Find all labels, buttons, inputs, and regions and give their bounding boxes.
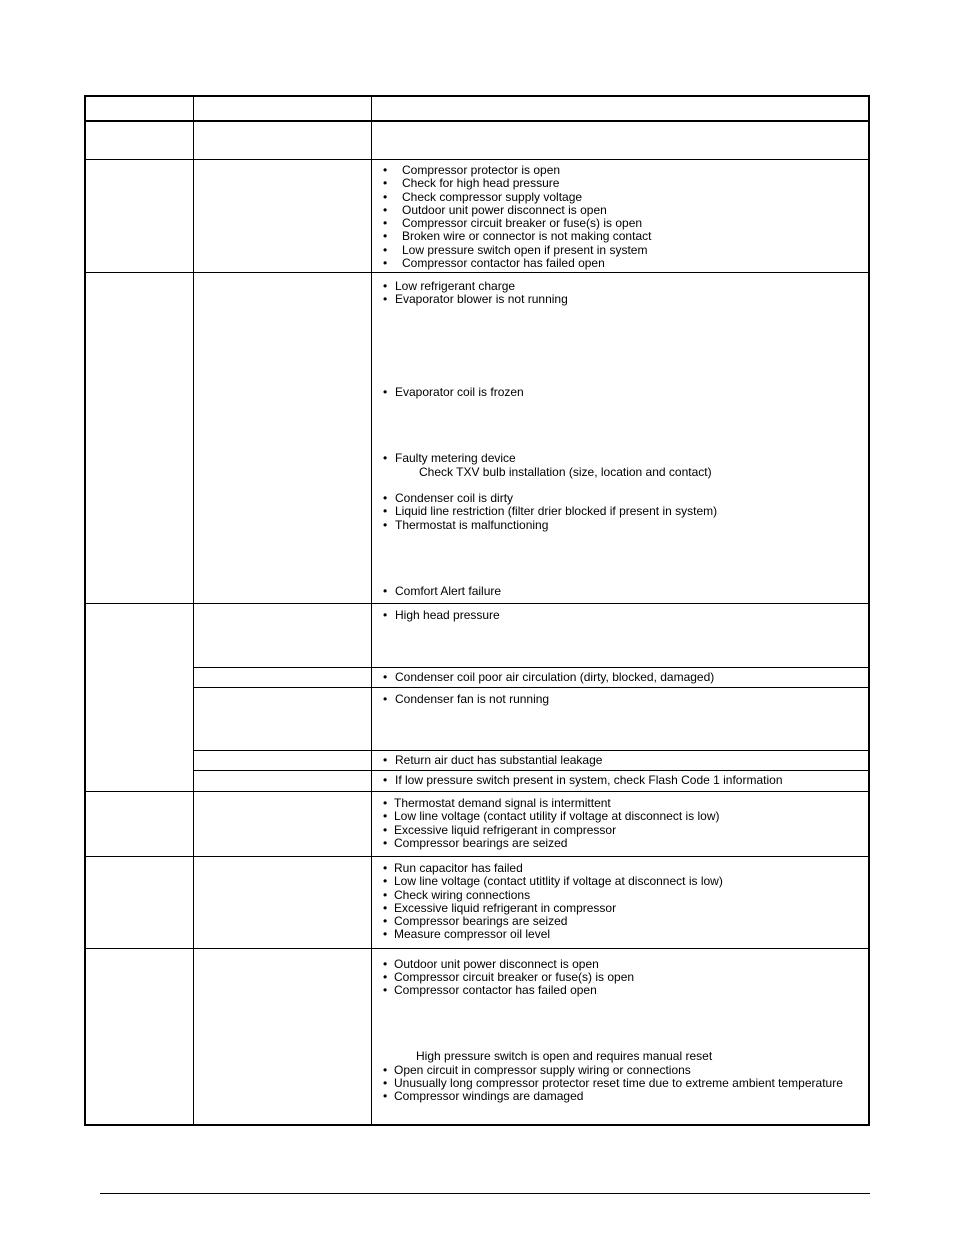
list-item-text: Comfort Alert failure — [395, 584, 502, 598]
row-divider — [86, 272, 868, 273]
list-item — [383, 773, 783, 787]
list-item-text: Compressor contactor has failed open — [402, 256, 605, 271]
list-item-text: Thermostat demand signal is intermittent — [394, 796, 611, 810]
bullet: • — [383, 242, 388, 257]
list-item — [383, 809, 720, 824]
list-item — [383, 504, 718, 518]
list-item-text: Evaporator blower is not running — [395, 292, 568, 306]
list-item — [383, 927, 551, 942]
list-item-text: Evaporator coil is frozen — [395, 385, 524, 399]
bullet: • — [383, 914, 388, 929]
bullet: • — [383, 518, 388, 532]
row-divider — [86, 603, 868, 604]
bullet: • — [383, 874, 388, 889]
list-item-text: Liquid line restriction (filter drier blocked if present in system) — [395, 504, 718, 518]
list-item-text: Condenser fan is not running — [395, 692, 550, 706]
list-item — [383, 887, 531, 902]
list-item — [383, 163, 561, 177]
list-item — [383, 835, 568, 850]
list-item — [383, 914, 568, 929]
causes-subcell — [383, 753, 603, 767]
bullet: • — [383, 504, 388, 518]
list-item-text: Condenser coil is dirty — [395, 491, 514, 505]
list-item — [383, 385, 524, 399]
list-item-text: Check for high head pressure — [402, 176, 560, 191]
bullet: • — [383, 692, 388, 706]
list-item-text: Low refrigerant charge — [395, 279, 516, 293]
row-divider — [86, 791, 868, 792]
list-item — [383, 753, 603, 767]
row-divider — [86, 159, 868, 160]
bullet: • — [383, 887, 388, 902]
bullet: • — [383, 189, 388, 204]
list-item — [383, 670, 715, 684]
bullet: • — [383, 861, 388, 875]
list-item — [383, 256, 605, 271]
list-item — [383, 584, 502, 598]
list-item-text: Compressor contactor has failed open — [394, 983, 597, 997]
bullet: • — [383, 279, 388, 293]
list-item-text: Condenser coil poor air circulation (dirty, blocked, damaged) — [395, 670, 715, 684]
bullet: • — [383, 970, 388, 984]
list-item-text: Run capacitor has failed — [394, 861, 523, 875]
list-item-text: Excessive liquid refrigerant in compressor — [394, 822, 617, 837]
list-item — [383, 292, 568, 306]
bullet: • — [383, 796, 388, 810]
causes-cell-row-6 — [383, 861, 723, 942]
causes-subcell — [383, 773, 783, 787]
bullet: • — [383, 491, 388, 505]
bullet: • — [383, 584, 388, 598]
list-item-text: Broken wire or connector is not making contact — [402, 229, 652, 244]
causes-subcell — [383, 670, 715, 684]
bullet: • — [383, 753, 388, 767]
column-divider-1 — [193, 97, 194, 1124]
list-item-text: Return air duct has substantial leakage — [395, 753, 603, 767]
list-item — [383, 518, 549, 532]
list-item-text: Check wiring connections — [394, 887, 531, 902]
causes-cell-row-5 — [383, 796, 720, 850]
bullet: • — [383, 256, 388, 271]
list-item — [383, 1089, 584, 1103]
causes-cell-row-2 — [383, 163, 652, 271]
list-item-text: Thermostat is malfunctioning — [395, 518, 549, 532]
list-item — [383, 874, 723, 889]
list-item: Check TXV bulb installation (size, location and contact) — [419, 465, 712, 479]
bullet: • — [383, 1063, 388, 1077]
list-item-text: Faulty metering device — [395, 451, 516, 465]
list-item — [383, 216, 643, 231]
bullet: • — [383, 163, 388, 177]
list-item-text: Measure compressor oil level — [394, 927, 551, 942]
list-item — [383, 796, 611, 810]
list-item-text: Low line voltage (contact utitlity if voltage at disconnect is low) — [394, 874, 723, 889]
list-item-text: Check compressor supply voltage — [402, 189, 583, 204]
column-divider-2 — [371, 97, 372, 1124]
list-item — [383, 983, 597, 997]
bullet: • — [383, 822, 388, 837]
subrow-divider — [194, 770, 868, 771]
list-item — [383, 176, 560, 191]
list-item-text: Outdoor unit power disconnect is open — [402, 202, 607, 217]
bullet: • — [383, 773, 388, 787]
bullet: • — [383, 900, 388, 915]
list-item — [383, 861, 523, 875]
list-item-text: Compressor circuit breaker or fuse(s) is open — [402, 216, 643, 231]
row-divider — [86, 948, 868, 949]
list-item-text: Compressor bearings are seized — [394, 835, 568, 850]
subrow-divider — [194, 667, 868, 668]
list-item — [383, 242, 648, 257]
list-item-text: Open circuit in compressor supply wiring or connections — [394, 1063, 691, 1077]
bullet: • — [383, 216, 388, 231]
list-item — [383, 608, 500, 622]
list-item: High pressure switch is open and requires manual reset — [416, 1049, 713, 1063]
list-item-text: Unusually long compressor protector reset time due to extreme ambient temperature — [394, 1076, 843, 1090]
list-item-text: Low line voltage (contact utility if voltage at disconnect is low) — [394, 809, 720, 824]
bullet: • — [383, 176, 388, 191]
header-row-divider — [86, 120, 868, 122]
bullet: • — [383, 835, 388, 850]
bullet: • — [383, 957, 388, 971]
bullet: • — [383, 670, 388, 684]
list-item — [383, 202, 607, 217]
list-item-text: If low pressure switch present in system, check Flash Code 1 information — [395, 773, 783, 787]
bullet: • — [383, 385, 388, 399]
list-item-text: High head pressure — [395, 608, 500, 622]
list-item — [383, 822, 617, 837]
bullet: • — [383, 809, 388, 824]
causes-subcell — [383, 608, 500, 622]
bullet: • — [383, 292, 388, 306]
bullet: • — [383, 451, 388, 465]
bullet: • — [383, 983, 388, 997]
list-item — [383, 189, 583, 204]
bullet: • — [383, 229, 388, 244]
list-item-text: Compressor protector is open — [402, 163, 561, 177]
list-item — [383, 692, 550, 706]
list-item-text: Outdoor unit power disconnect is open — [394, 957, 599, 971]
bullet: • — [383, 608, 388, 622]
subrow-divider — [194, 687, 868, 688]
list-item — [383, 900, 617, 915]
list-item-text: Low pressure switch open if present in system — [402, 242, 648, 257]
bullet: • — [383, 927, 388, 942]
bullet: • — [383, 202, 388, 217]
causes-subcell — [383, 692, 550, 706]
list-item-text: Excessive liquid refrigerant in compressor — [394, 900, 617, 915]
list-item-text: Compressor bearings are seized — [394, 914, 568, 929]
footer-rule — [100, 1193, 870, 1194]
troubleshooting-table — [84, 95, 870, 1126]
list-item — [383, 451, 516, 465]
list-item-text: Compressor windings are damaged — [394, 1089, 584, 1103]
bullet: • — [383, 1076, 388, 1090]
bullet: • — [383, 1089, 388, 1103]
row-divider — [86, 856, 868, 857]
list-item — [383, 229, 652, 244]
list-item-text: Compressor circuit breaker or fuse(s) is open — [394, 970, 635, 984]
subrow-divider — [194, 750, 868, 751]
